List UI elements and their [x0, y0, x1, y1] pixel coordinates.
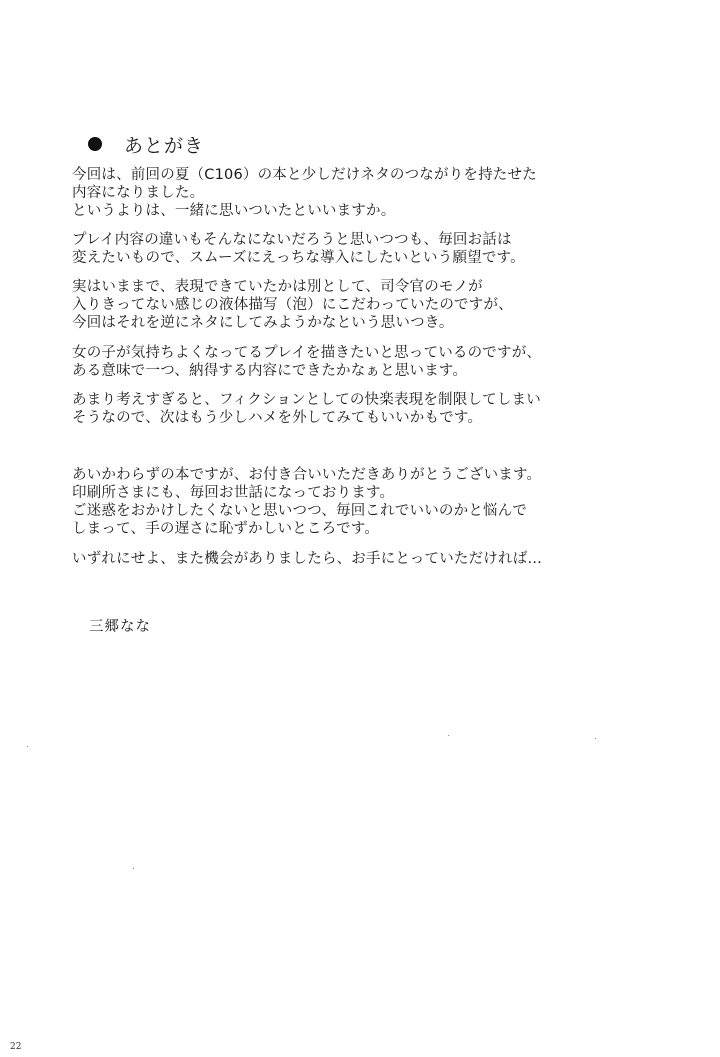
scan-speck	[27, 746, 28, 747]
scan-speck	[133, 868, 134, 869]
text-line: ご迷惑をおかけしたくないと思いつつ、毎回これでいいのかと悩んで	[72, 503, 528, 519]
scan-speck	[448, 735, 449, 736]
text-line: 内容になりました。	[72, 185, 205, 201]
text-line: 変えたいもので、スムーズにえっちな導入にしたいという願望です。	[72, 250, 525, 266]
afterword-heading	[88, 130, 204, 158]
text-line: あまり考えすぎると、フィクションとしての快楽表現を制限してしまい	[72, 392, 541, 408]
text-line: というよりは、一緒に思いついたといいますか。	[72, 203, 396, 219]
bullet-icon	[88, 137, 102, 151]
text-line: 今回は、前回の夏（C106）の本と少しだけネタのつながりを持たせた	[72, 167, 537, 183]
text-line: 入りきってない感じの液体描写（泡）にこだわっていたのですが、	[72, 297, 513, 313]
text-line: いずれにせよ、また機会がありましたら、お手にとっていただければ…	[72, 551, 543, 567]
page-number: 22	[10, 1042, 22, 1052]
scan-speck	[595, 738, 596, 739]
text-line: ある意味で一つ、納得する内容にできたかなぁと思います。	[72, 363, 468, 379]
text-line: 実はいままで、表現できていたかは別として、司令官のモノが	[72, 279, 483, 295]
heading-text: あとがき	[124, 134, 205, 157]
author-signature: 三郷なな	[89, 619, 151, 635]
text-line: 今回はそれを逆にネタにしてみようかなという思いつき。	[72, 315, 454, 331]
text-line: あいかわらずの本ですが、お付き合いいただきありがとうございます。	[72, 467, 542, 483]
text-line: 印刷所さまにも、毎回お世話になっております。	[72, 485, 395, 501]
text-line: しまって、手の遅さに恥ずかしいところです。	[72, 521, 380, 537]
text-line: プレイ内容の違いもそんなにないだろうと思いつつも、毎回お話は	[72, 232, 512, 248]
text-line: 女の子が気持ちよくなってるプレイを描きたいと思っているのですが、	[72, 345, 542, 361]
text-line: そうなので、次はもう少しハメを外してみてもいいかもです。	[72, 410, 483, 426]
